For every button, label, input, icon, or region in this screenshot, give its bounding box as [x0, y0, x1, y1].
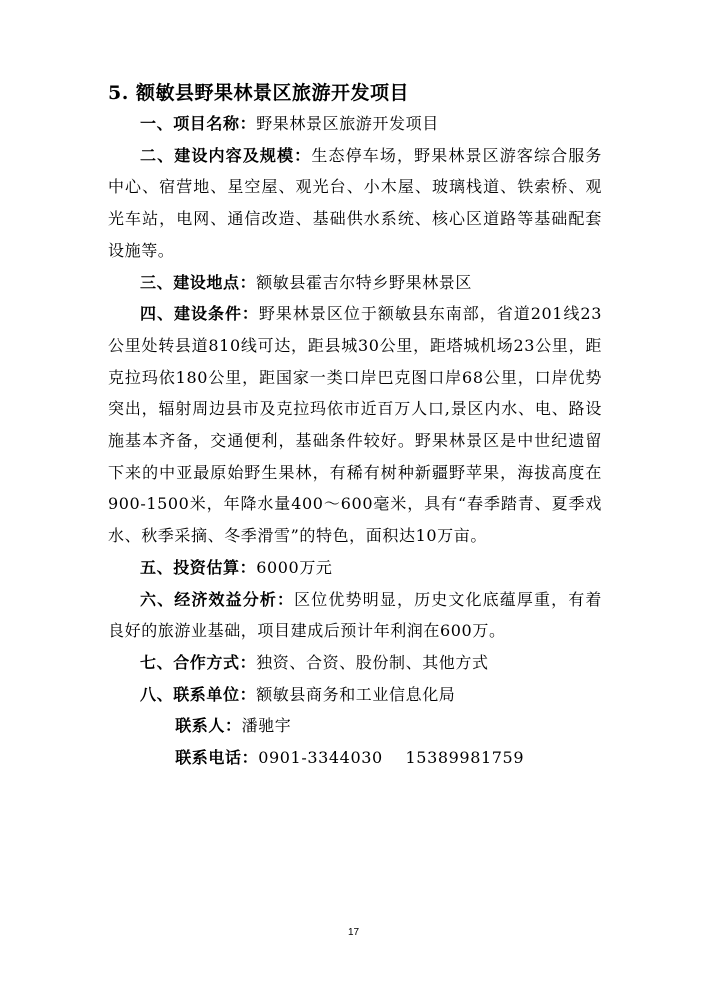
construction-location-text: 额敏县霍吉尔特乡野果林景区: [256, 272, 473, 292]
construction-content-paragraph: [108, 140, 602, 267]
contact-phone-paragraph: [108, 742, 602, 774]
investment-estimate-paragraph: [108, 552, 602, 584]
project-name-label: 一、项目名称：: [140, 114, 257, 133]
page-number: 17: [347, 927, 360, 938]
investment-estimate-label: 五、投资估算：: [140, 557, 257, 577]
cooperation-method-paragraph: [108, 647, 602, 679]
investment-estimate-text: 6000万元: [256, 557, 333, 577]
construction-conditions-paragraph: [108, 298, 602, 552]
construction-conditions-label: 四、建设条件：: [140, 304, 259, 324]
project-name-paragraph: [108, 108, 602, 140]
contact-phone-number: 0901-3344030 15389981759: [258, 748, 525, 768]
contact-unit-paragraph: [108, 679, 602, 711]
construction-content-label: 二、建设内容及规模：: [140, 145, 312, 165]
construction-conditions-text: 野果林景区位于额敏县东南部，省道201线23公里处转县道810线可达，距县城30公里，距塔城机场23公里，距克拉玛依180公里，距国家一类口岸巴克图口岸68公里，口岸优势突出，辐射周边县市及克拉玛依市近百万人口,景区内水、电、路设施基本齐备，交通便利，基础条件较好。野果林景区是中世纪遗留下来的中亚最原始野生果林，有稀有树种新疆野苹果，海拔高度在900-1500米，年降水量400～600毫米，具有“春季踏青、夏季戏水、秋季采摘、冬季滑雪”的特色，面积达10万亩。: [108, 304, 602, 546]
economic-benefit-text: 区位优势明显，历史文化底蕴厚重，有着良好的旅游业基础，项目建成后预计年利润在600万。: [108, 589, 602, 641]
section-heading: 5. 额敏县野果林景区旅游开发项目: [108, 82, 409, 104]
project-name-text: 野果林景区旅游开发项目: [256, 114, 439, 133]
economic-benefit-paragraph: [108, 584, 602, 647]
cooperation-method-label: 七、合作方式：: [140, 652, 257, 672]
contact-person-label: 联系人：: [175, 716, 242, 736]
contact-unit-label: 八、联系单位：: [140, 684, 257, 704]
construction-content-text: 生态停车场，野果林景区游客综合服务中心、宿营地、星空屋、观光台、小木屋、玻璃栈道、铁索桥、观光车站，电网、通信改造、基础供水系统、核心区道路等基础配套设施等。: [108, 145, 602, 260]
cooperation-method-text: 独资、合资、股份制、其他方式: [256, 652, 489, 672]
document-body: [108, 108, 602, 774]
economic-benefit-label: 六、经济效益分析：: [140, 589, 295, 609]
contact-phone-label: 联系电话：: [175, 748, 259, 768]
contact-unit-text: 额敏县商务和工业信息化局: [256, 684, 456, 704]
construction-location-paragraph: [108, 267, 602, 299]
construction-location-label: 三、建设地点：: [140, 272, 257, 292]
contact-person-paragraph: [108, 710, 602, 742]
contact-person-name: 潘驰宇: [241, 716, 292, 736]
